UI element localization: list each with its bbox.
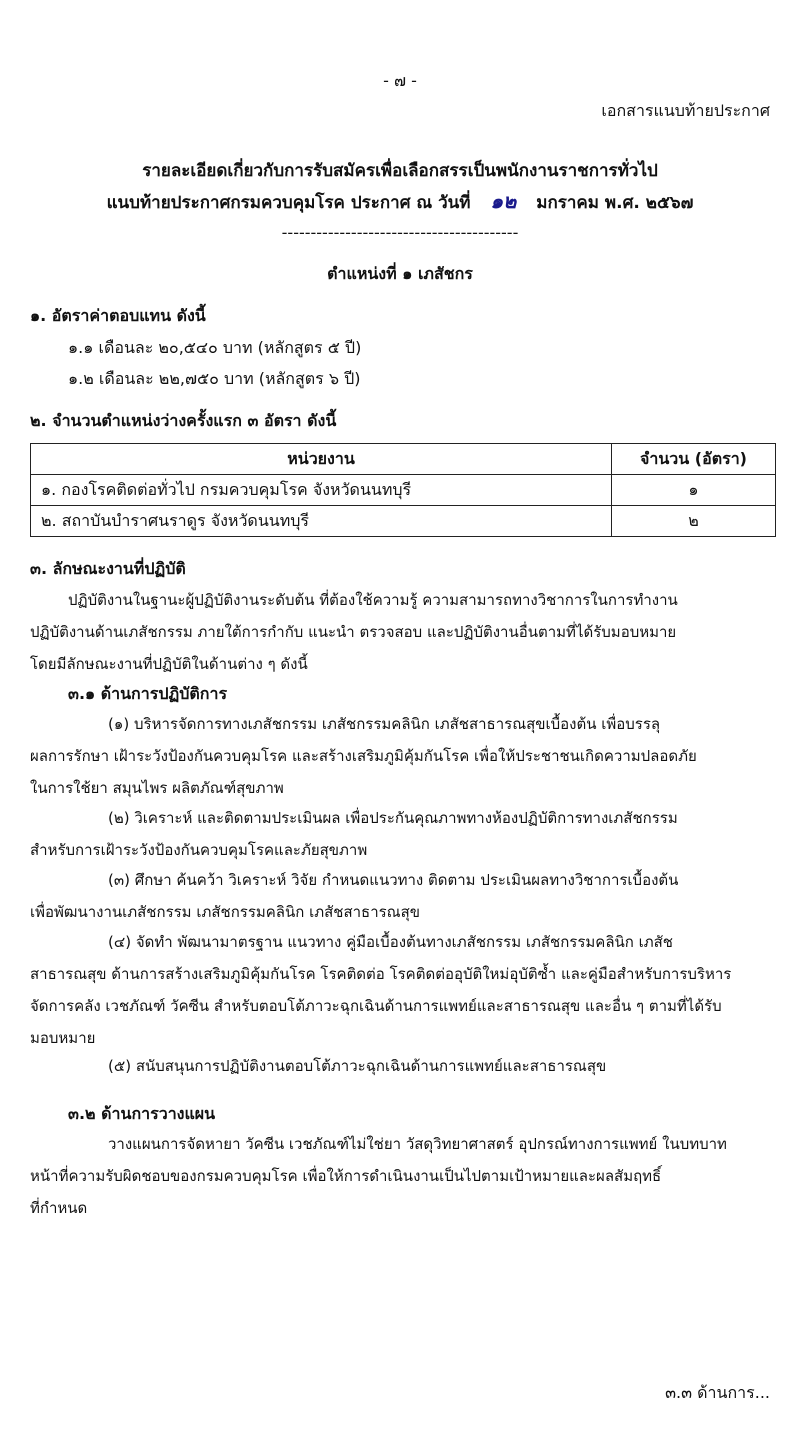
handwritten-date: ๑๒ xyxy=(490,189,517,213)
table-header-row xyxy=(31,444,776,475)
paragraph-line: (๓) ศึกษา ค้นคว้า วิเคราะห์ วิจัย กำหนดแนวทาง ติดตาม ประเมินผลทางวิชาการเบื้องต้น xyxy=(108,871,679,889)
paragraph-line: ที่กำหนด xyxy=(30,1199,88,1217)
subsection-3-1-heading: ๓.๑ ด้านการปฏิบัติการ xyxy=(68,684,228,703)
paragraph-line: ผลการรักษา เฝ้าระวังป้องกันควบคุมโรค และสร้างเสริมภูมิคุ้มกันโรค เพื่อให้ประชาชนเกิดความปลอดภัย xyxy=(30,747,697,765)
title-separator: ----------------------------------------- xyxy=(281,223,519,242)
vacancy-table xyxy=(30,443,776,537)
table-cell-count: ๑ xyxy=(612,475,776,506)
page-number: - ๗ - xyxy=(383,71,417,90)
title-prefix: แนบท้ายประกาศกรมควบคุมโรค ประกาศ ณ วันที่ xyxy=(106,193,471,213)
section3-heading: ๓. ลักษณะงานที่ปฏิบัติ xyxy=(30,559,186,578)
subsection-3-1-item-2 xyxy=(30,802,775,866)
document-title-line2 xyxy=(0,190,800,214)
subsection-3-1-item-4 xyxy=(30,926,775,1054)
table-row xyxy=(31,475,776,506)
attachment-note: เอกสารแนบท้ายประกาศ xyxy=(601,101,770,120)
column-header-unit: หน่วยงาน xyxy=(31,444,612,475)
document-title-line1: รายละเอียดเกี่ยวกับการรับสมัครเพื่อเลือกสรรเป็นพนักงานราชการทั่วไป xyxy=(142,161,658,181)
paragraph-line: หน้าที่ความรับผิดชอบของกรมควบคุมโรค เพื่อให้การดำเนินงานเป็นไปตามเป้าหมายและผลสัมฤทธิ์ xyxy=(30,1167,662,1185)
table-cell-unit: ๒. สถาบันบำราศนราดูร จังหวัดนนทบุรี xyxy=(31,506,612,537)
continuation-note: ๓.๓ ด้านการ... xyxy=(665,1383,770,1402)
paragraph-line: ในการใช้ยา สมุนไพร ผลิตภัณฑ์สุขภาพ xyxy=(30,779,284,797)
section1-item: ๑.๑ เดือนละ ๒๐,๕๔๐ บาท (หลักสูตร ๕ ปี) xyxy=(68,338,362,357)
section3-intro xyxy=(30,584,775,680)
title-suffix: มกราคม พ.ศ. ๒๕๖๗ xyxy=(536,193,694,213)
section2-heading: ๒. จำนวนตำแหน่งว่างครั้งแรก ๓ อัตรา ดังนี้ xyxy=(30,411,337,430)
position-title: ตำแหน่งที่ ๑ เภสัชกร xyxy=(327,264,473,283)
subsection-3-2-heading: ๓.๒ ด้านการวางแผน xyxy=(68,1104,216,1123)
paragraph-line: เพื่อพัฒนางานเภสัชกรรม เภสัชกรรมคลินิก เภสัชสาธารณสุข xyxy=(30,903,420,921)
paragraph-line: สำหรับการเฝ้าระวังป้องกันควบคุมโรคและภัยสุขภาพ xyxy=(30,841,368,859)
paragraph-line: โดยมีลักษณะงานที่ปฏิบัติในด้านต่าง ๆ ดังนี้ xyxy=(30,655,308,673)
paragraph-line: ปฏิบัติงานด้านเภสัชกรรม ภายใต้การกำกับ แนะนำ ตรวจสอบ และปฏิบัติงานอื่นตามที่ได้รับมอบหมาย xyxy=(30,623,677,641)
paragraph-line: วางแผนการจัดหายา วัคซีน เวชภัณฑ์ไม่ใช่ยา วัสดุวิทยาศาสตร์ อุปกรณ์ทางการแพทย์ ในบทบาท xyxy=(108,1135,727,1153)
paragraph-line: สาธารณสุข ด้านการสร้างเสริมภูมิคุ้มกันโรค โรคติดต่อ โรคติดต่ออุบัติใหม่อุบัติซ้ำ และคู่มือสำหรับการบริหาร xyxy=(30,965,732,983)
paragraph-line: (๕) สนับสนุนการปฏิบัติงานตอบโต้ภาวะฉุกเฉินด้านการแพทย์และสาธารณสุข xyxy=(108,1057,607,1075)
column-header-count: จำนวน (อัตรา) xyxy=(612,444,776,475)
subsection-3-1-item-5 xyxy=(30,1050,775,1082)
subsection-3-1-item-1 xyxy=(30,708,775,804)
paragraph-line: จัดการคลัง เวชภัณฑ์ วัคซีน สำหรับตอบโต้ภาวะฉุกเฉินด้านการแพทย์และสาธารณสุข และอื่น ๆ ตามที่ได้รับ xyxy=(30,997,722,1015)
table-cell-unit: ๑. กองโรคติดต่อทั่วไป กรมควบคุมโรค จังหวัดนนทบุรี xyxy=(31,475,612,506)
paragraph-line: (๔) จัดทำ พัฒนามาตรฐาน แนวทาง คู่มือเบื้องต้นทางเภสัชกรรม เภสัชกรรมคลินิก เภสัช xyxy=(108,933,673,951)
section1-heading: ๑. อัตราค่าตอบแทน ดังนี้ xyxy=(30,306,206,325)
table-cell-count: ๒ xyxy=(612,506,776,537)
paragraph-line: มอบหมาย xyxy=(30,1029,96,1047)
paragraph-line: ปฏิบัติงานในฐานะผู้ปฏิบัติงานระดับต้น ที่ต้องใช้ความรู้ ความสามารถทางวิชาการในการทำงาน xyxy=(68,591,678,609)
table-row xyxy=(31,506,776,537)
subsection-3-1-item-3 xyxy=(30,864,775,928)
paragraph-line: (๑) บริหารจัดการทางเภสัชกรรม เภสัชกรรมคลินิก เภสัชสาธารณสุขเบื้องต้น เพื่อบรรลุ xyxy=(108,715,661,733)
subsection-3-2-body xyxy=(30,1128,775,1224)
paragraph-line: (๒) วิเคราะห์ และติดตามประเมินผล เพื่อประกันคุณภาพทางห้องปฏิบัติการทางเภสัชกรรม xyxy=(108,809,678,827)
section1-item: ๑.๒ เดือนละ ๒๒,๗๕๐ บาท (หลักสูตร ๖ ปี) xyxy=(68,369,361,388)
